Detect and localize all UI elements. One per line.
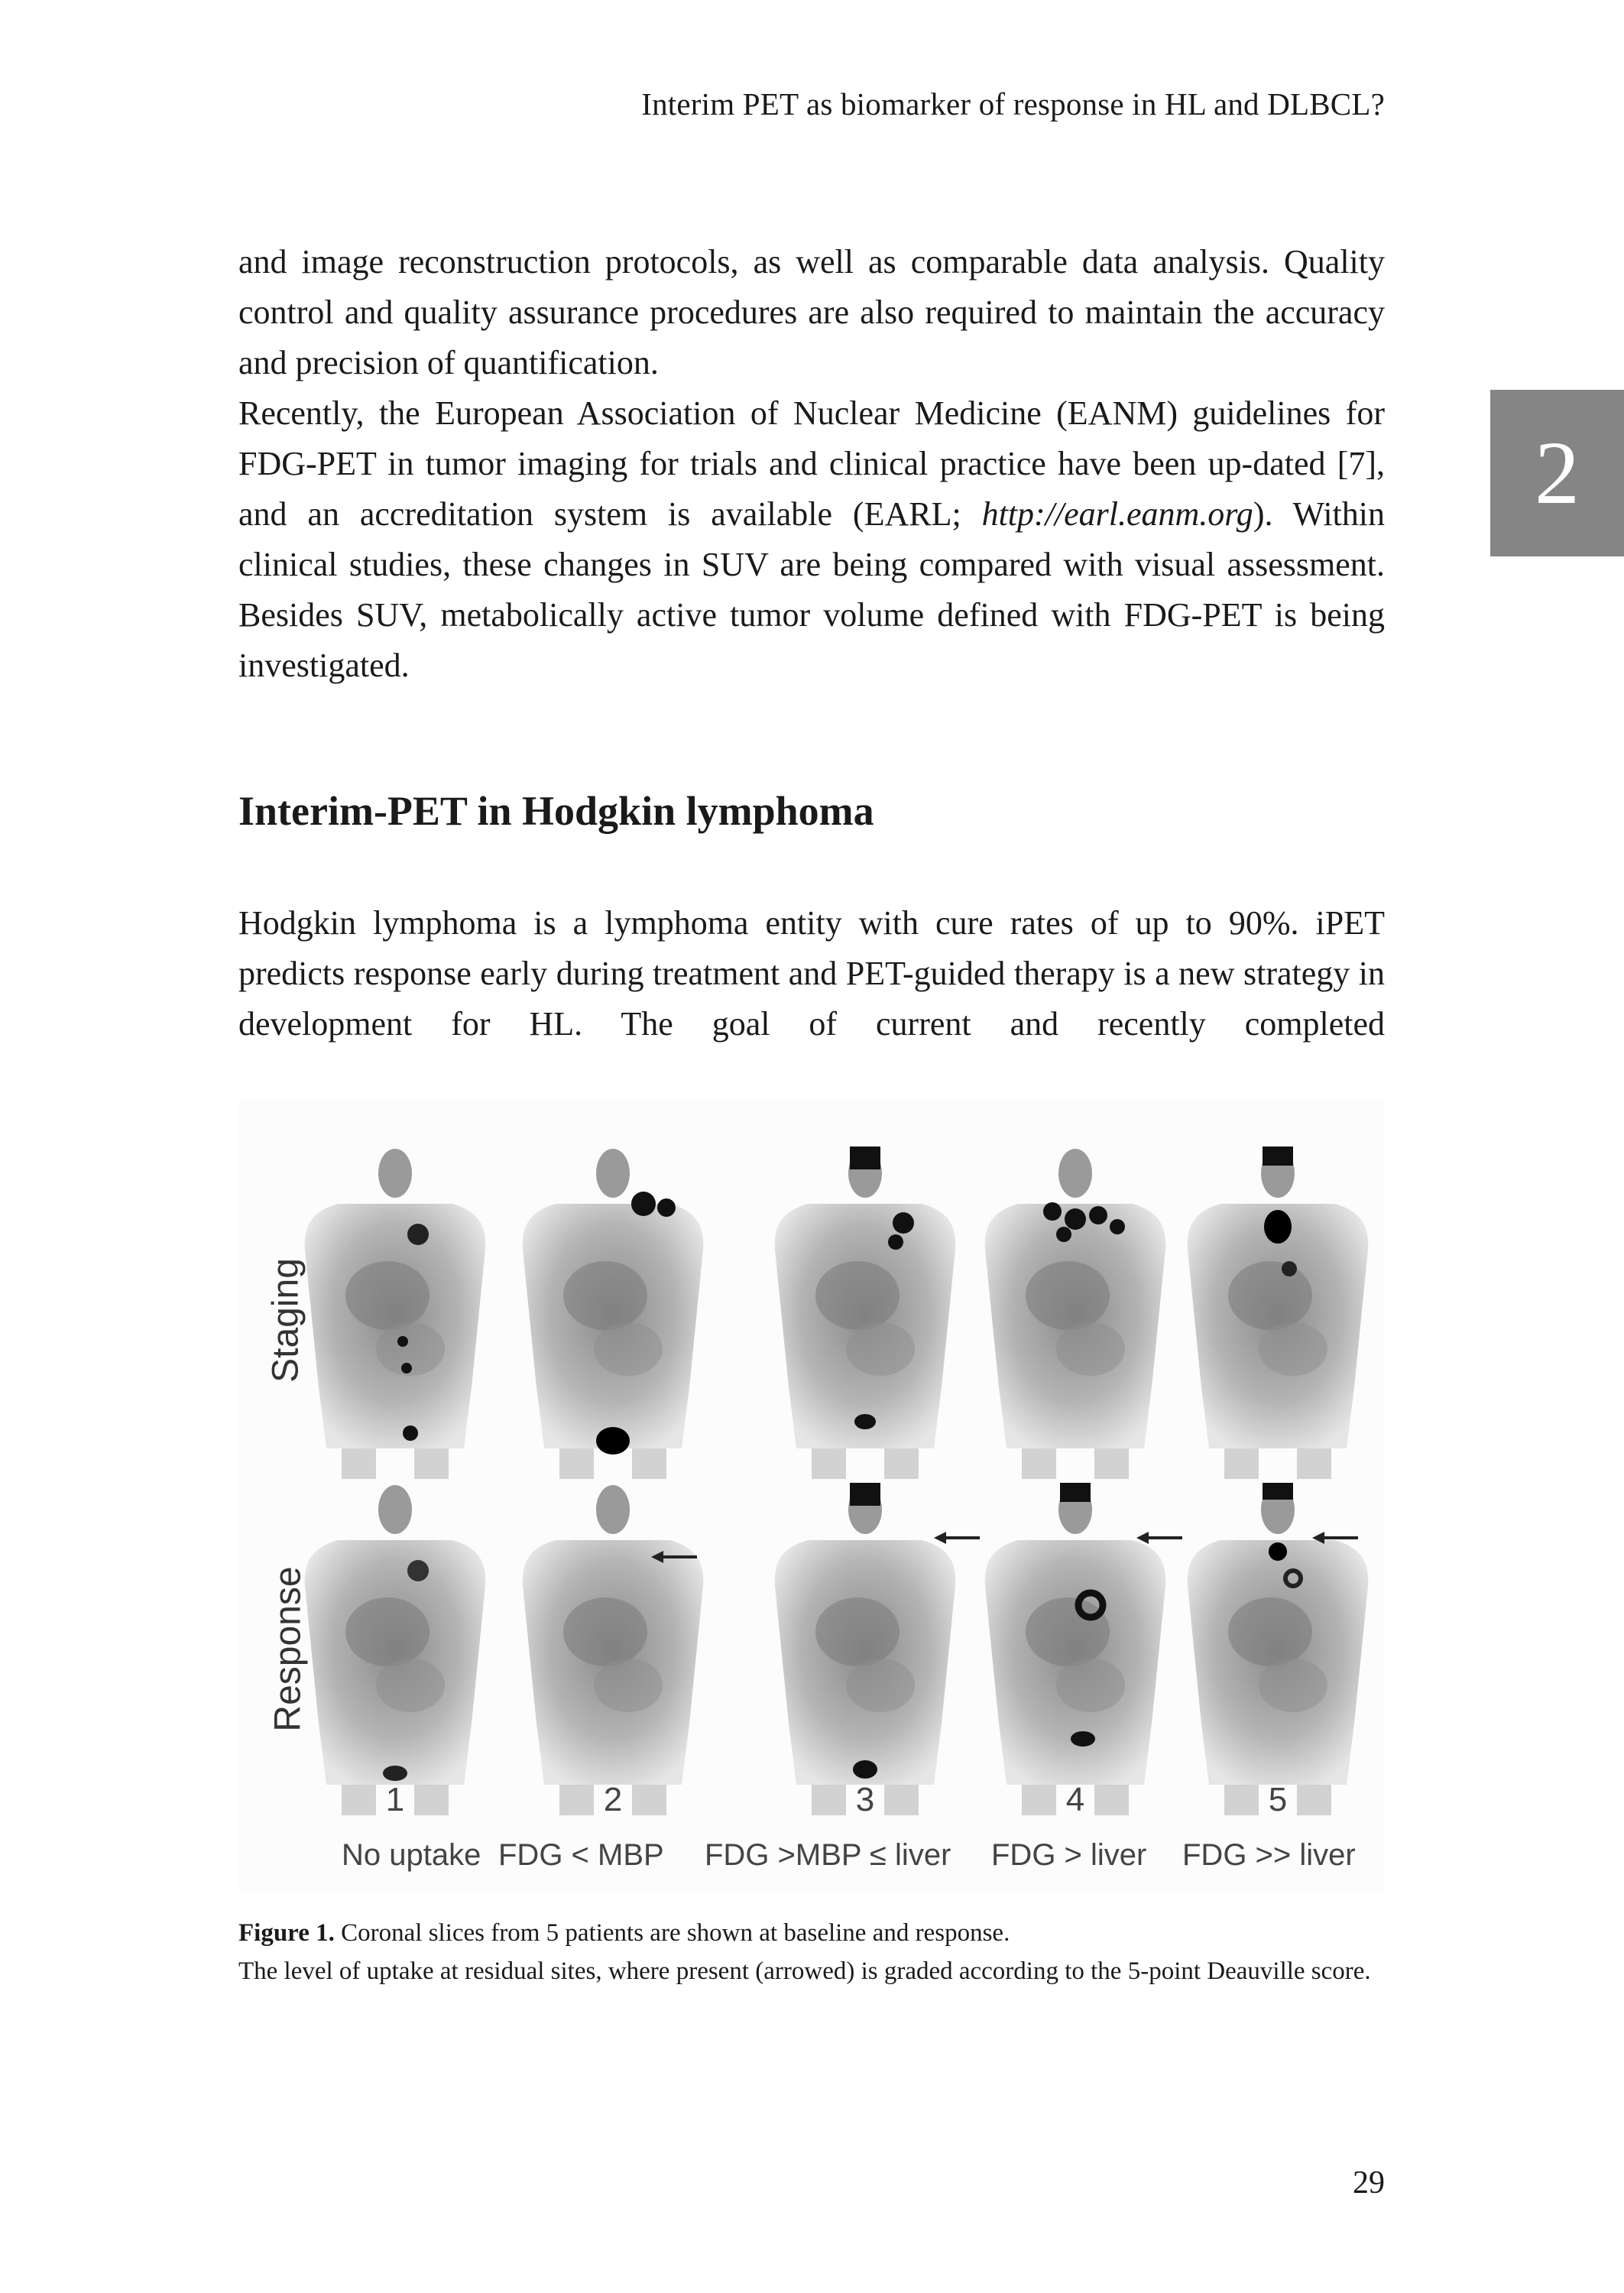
response-scan-4 (985, 1483, 1165, 1815)
grade-label-5: FDG >> liver (1182, 1838, 1356, 1872)
staging-scan-2 (523, 1149, 703, 1479)
paragraph-eanm-text-start: Recently, the European Association of Nuclear Medicine (EANM) guidelines for FDG-PET in tumor imaging for trials and clinical practice have been up-dated [7], and an accreditation system is available (EARL; (238, 394, 1385, 533)
page-number: 29 (1353, 2165, 1385, 2201)
response-scan-2 (523, 1485, 703, 1815)
figure-caption-line2: The level of uptake at residual sites, where present (arrowed) is graded according to the 5-point Deauville score. (238, 1957, 1371, 1985)
figure-caption-label: Figure 1. (238, 1919, 335, 1947)
staging-scan-3 (775, 1146, 955, 1479)
figure-pet-scans (238, 1101, 1385, 1892)
response-scan-3 (775, 1483, 955, 1815)
staging-scan-4 (985, 1149, 1165, 1479)
grade-label-1: No uptake (342, 1838, 481, 1872)
paragraph-hodgkin-intro: Hodgkin lymphoma is a lymphoma entity with cure rates of up to 90%. iPET predicts response early during treatment and PET-guided therapy is a new strategy in development for HL. The goal of current and recently completed (238, 904, 1385, 1043)
pet-scan-grid (238, 1101, 1385, 1892)
patient-number-1: 1 (385, 1781, 405, 1818)
figure-caption-line1 (238, 1915, 1385, 1951)
staging-scan-5 (1188, 1146, 1368, 1479)
section-heading: Interim-PET in Hodgkin lymphoma (238, 788, 874, 834)
staging-scan-1 (305, 1149, 485, 1479)
grade-label-3: FDG >MBP ≤ liver (705, 1838, 951, 1872)
response-scan-1 (305, 1485, 485, 1815)
patient-number-5: 5 (1268, 1781, 1288, 1818)
row-label-response: Response (267, 1566, 309, 1732)
patient-number-3: 3 (855, 1781, 875, 1818)
paragraph-eanm-guidelines (238, 388, 1385, 691)
row-label-staging: Staging (265, 1258, 306, 1383)
grade-label-2: FDG < MBP (498, 1838, 664, 1872)
chapter-number: 2 (1535, 423, 1580, 523)
patient-number-2: 2 (603, 1781, 623, 1818)
chapter-tab (1490, 390, 1624, 556)
grade-label-4: FDG > liver (991, 1838, 1147, 1872)
figure-caption-text: Coronal slices from 5 patients are shown at baseline and response. (334, 1919, 1010, 1947)
arrowhead-patient-3 (934, 1532, 946, 1544)
earl-url-link[interactable]: http://earl.eanm.org (981, 495, 1253, 533)
paragraph-quality-control: and image reconstruction protocols, as well as comparable data analysis. Quality control and quality assurance procedures are also required to maintain the accuracy and precision of quantification. (238, 243, 1385, 381)
patient-number-4: 4 (1065, 1781, 1085, 1818)
response-scan-5 (1188, 1483, 1368, 1815)
paragraph-eanm-text-end: ). Within clinical studies, these changes in SUV are being compared with visual assessment. Besides SUV, metabolically active tumor volume defined with FDG-PET is being investigated. (238, 495, 1385, 684)
running-head: Interim PET as biomarker of response in HL and DLBCL? (641, 86, 1385, 122)
